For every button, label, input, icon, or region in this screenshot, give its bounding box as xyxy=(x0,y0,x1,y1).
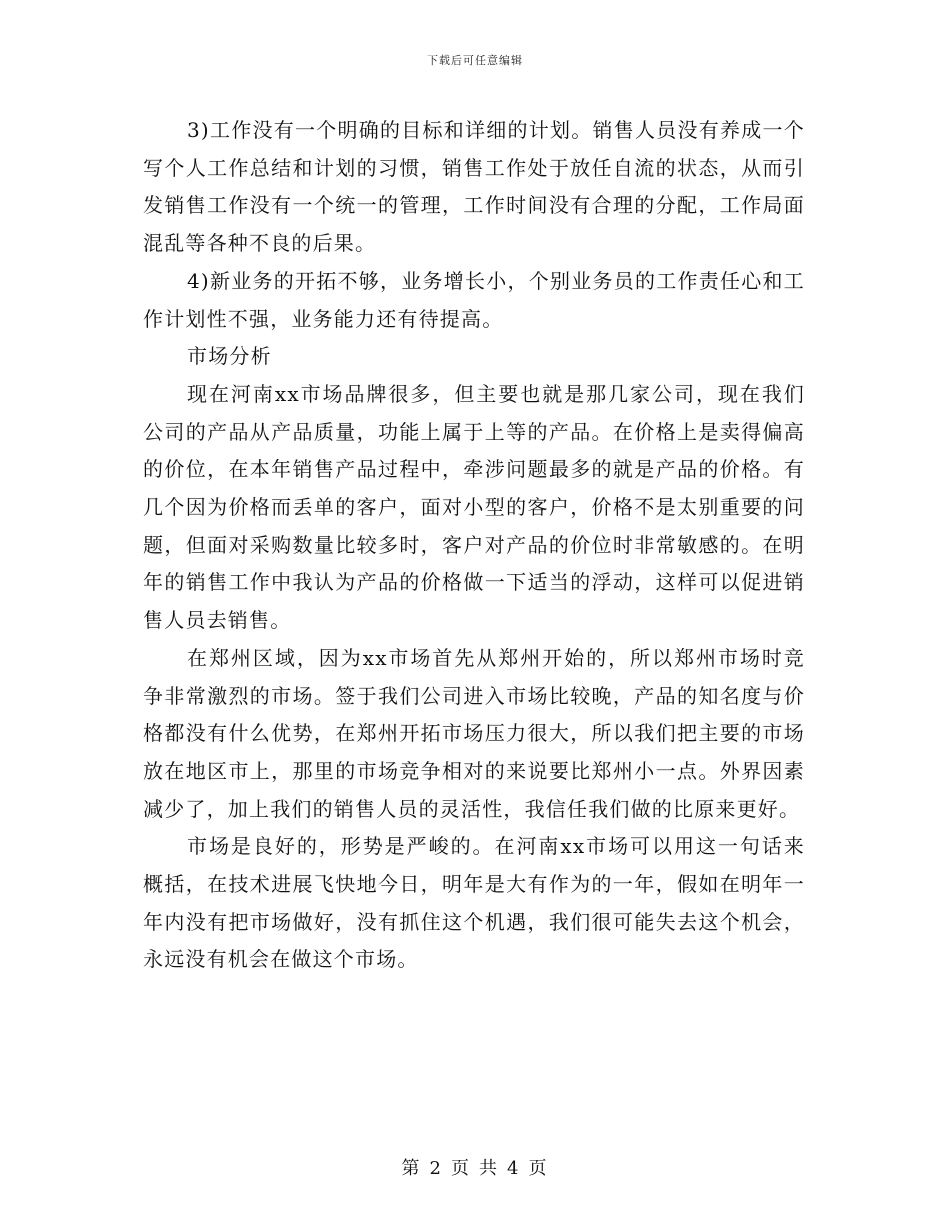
footer-current-page: 2 xyxy=(429,1158,443,1179)
page-number-footer xyxy=(0,1154,950,1180)
footer-suffix: 页 xyxy=(528,1158,549,1179)
footer-prefix: 第 xyxy=(401,1158,422,1179)
paragraph-market-overview: 现在河南xx市场品牌很多，但主要也就是那几家公司，现在我们公司的产品从产品质量，功能上属于上等的产品。在价格上是卖得偏高的价位，在本年销售产品过程中，牵涉问题最多的就是产品的价格。有几个因为价格而丢单的客户，面对小型的客户，价格不是太别重要的问题，但面对采购数量比较多时，客户对产品的价位时非常敏感的。在明年的销售工作中我认为产品的价格做一下适当的浮动，这样可以促进销售人员去销售。 xyxy=(143,381,805,633)
paragraph-point-4: 4)新业务的开拓不够，业务增长小，个别业务员的工作责任心和工作计划性不强，业务能力还有待提高。 xyxy=(143,268,805,331)
footer-total-pages: 4 xyxy=(507,1158,521,1179)
section-heading-market-analysis: 市场分析 xyxy=(187,344,272,369)
paragraph-point-3: 3)工作没有一个明确的目标和详细的计划。销售人员没有养成一个写个人工作总结和计划的习惯，销售工作处于放任自流的状态，从而引发销售工作没有一个统一的管理，工作时间没有合理的分配，工作局面混乱等各种不良的后果。 xyxy=(143,118,805,256)
page-header-note: 下载后可任意编辑 xyxy=(427,54,523,67)
paragraph-zhengzhou-region: 在郑州区域，因为xx市场首先从郑州开始的，所以郑州市场时竞争非常激烈的市场。签于我们公司进入市场比较晚，产品的知名度与价格都没有什么优势，在郑州开拓市场压力很大，所以我们把主要的市场放在地区市上，那里的市场竞争相对的来说要比郑州小一点。外界因素减少了，加上我们的销售人员的灵活性，我信任我们做的比原来更好。 xyxy=(143,645,805,821)
paragraph-market-outlook: 市场是良好的，形势是严峻的。在河南xx市场可以用这一句话来概括，在技术进展飞快地今日，明年是大有作为的一年，假如在明年一年内没有把市场做好，没有抓住这个机遇，我们很可能失去这个机会，永远没有机会在做这个市场。 xyxy=(143,834,805,972)
footer-total-word: 共 xyxy=(479,1158,499,1179)
footer-page-word: 页 xyxy=(451,1158,471,1179)
document-body xyxy=(143,112,805,979)
